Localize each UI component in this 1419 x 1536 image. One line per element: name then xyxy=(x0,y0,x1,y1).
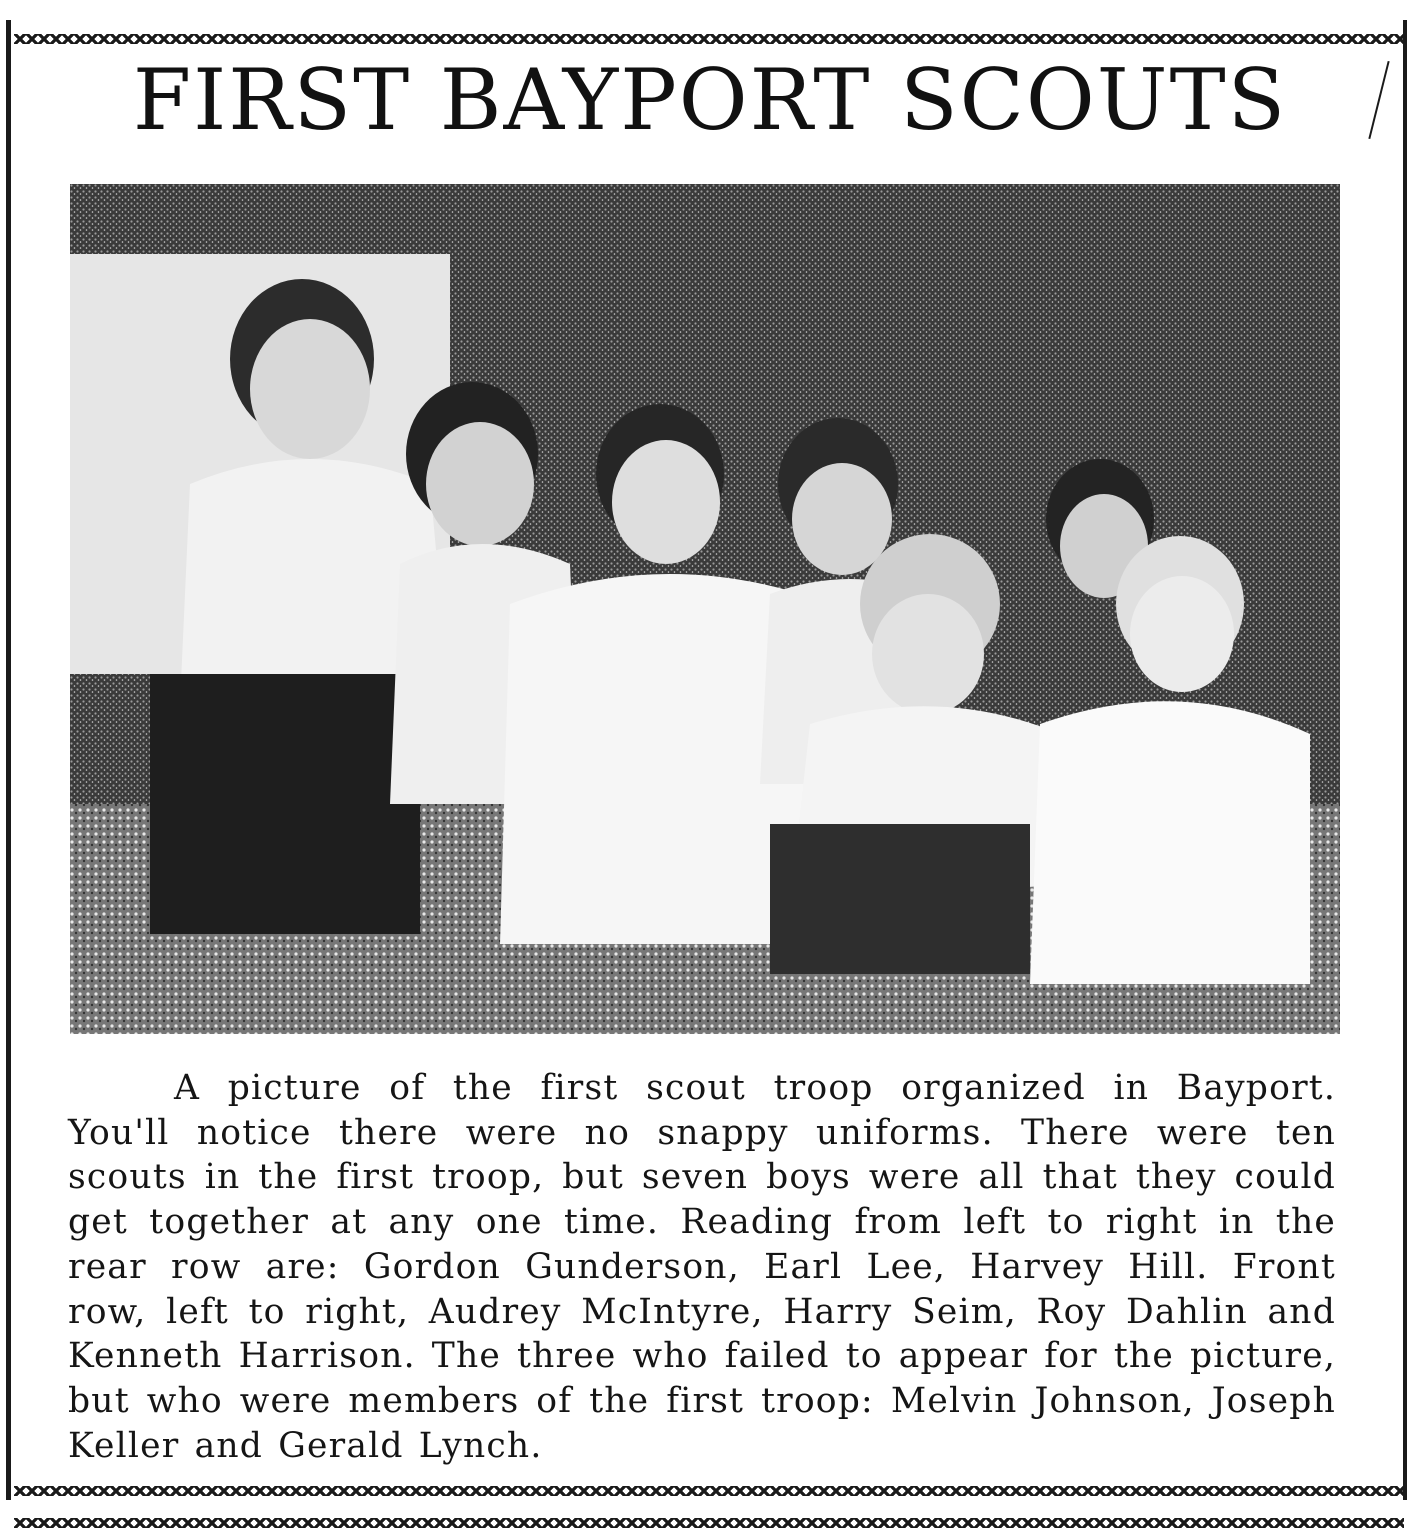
left-border-rule xyxy=(6,20,11,1500)
top-cut-edge xyxy=(14,34,1404,44)
scout-troop-photo xyxy=(70,184,1340,1034)
headline: FIRST BAYPORT SCOUTS xyxy=(132,51,1288,149)
photo-caption: A picture of the first scout troop organized in Bayport. You'll notice there were no snappy uniforms. There were ten scouts in the first troop, but seven boys were all that they could get together at any one time. Reading from left to right in the rear row are: Gordon Gunderson, Earl Lee, Harvey Hill. Front row, left to right, Audrey McIntyre, Harry Seim, Roy Dahlin and Kenneth Harrison. The three who failed to appear for the picture, but who were members of the first troop: Melvin Johnson, Joseph Keller and Gerald Lynch. xyxy=(68,1068,1336,1466)
right-border-rule xyxy=(1403,20,1407,1500)
bottom-cut-edge xyxy=(14,1486,1404,1496)
right-tear-mark xyxy=(1368,61,1389,139)
bottom-cut-edge-lower xyxy=(14,1518,1404,1528)
photo-illustration xyxy=(70,184,1340,1034)
